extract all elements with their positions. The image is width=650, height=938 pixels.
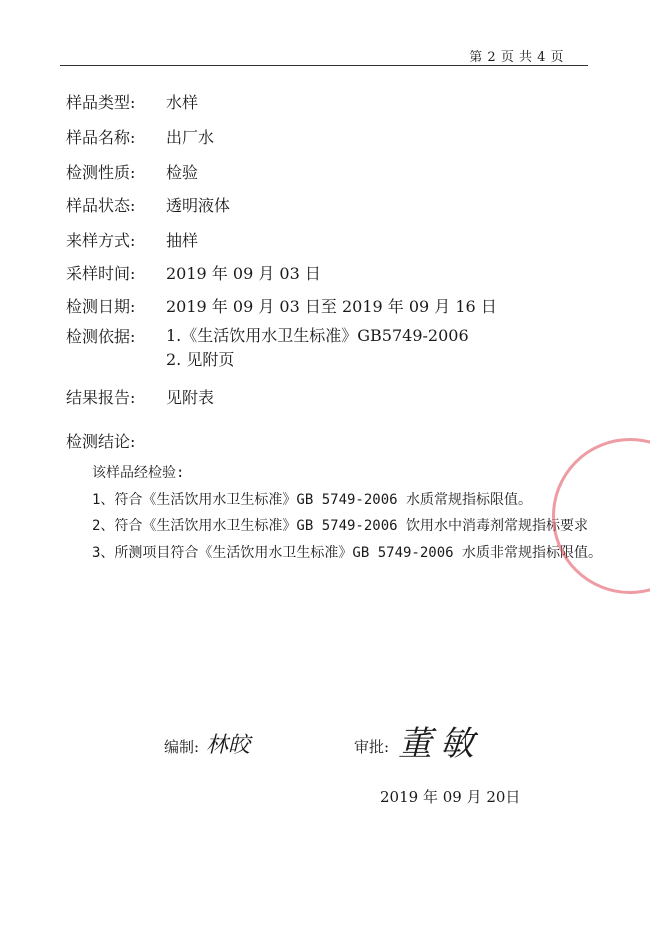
header-divider: [60, 65, 588, 66]
report-date: 2019 年 09 月 20日: [380, 788, 521, 806]
conclusion-body: [64, 460, 604, 566]
page-number-header: 第 2 页 共 4 页: [469, 50, 564, 65]
field-value: 水样: [166, 93, 199, 112]
field-label: 检测日期:: [66, 297, 136, 316]
field-value: 检验: [166, 163, 199, 182]
field-sampling-method: [66, 228, 198, 251]
field-label: 样品类型:: [66, 93, 136, 112]
field-sample-name: [66, 125, 214, 148]
basis-item: 2. 见附页: [166, 350, 235, 369]
field-label: 检测依据:: [66, 327, 136, 346]
field-sample-state: [66, 193, 230, 216]
field-test-nature: [66, 160, 198, 183]
field-label: 样品状态:: [66, 196, 136, 215]
field-test-basis: [66, 324, 469, 372]
field-label: 采样时间:: [66, 264, 136, 283]
field-value: 透明液体: [166, 196, 231, 215]
field-label: 样品名称:: [66, 128, 136, 147]
field-value: 抽样: [166, 231, 199, 250]
field-sampling-time: [66, 261, 321, 284]
editor-signature: 林皎: [206, 733, 251, 758]
field-label: 来样方式:: [66, 231, 136, 250]
conclusion-title: 检测结论:: [66, 432, 136, 451]
conclusion-item: 1、符合《生活饮用水卫生标准》GB 5749-2006 水质常规指标限值。: [92, 491, 533, 508]
field-value: 2019 年 09 月 03 日: [166, 264, 321, 283]
field-value: 出厂水: [166, 128, 215, 147]
conclusion-intro: 该样品经检验:: [92, 465, 185, 481]
field-sample-type: [66, 90, 198, 113]
field-label: 检测性质:: [66, 163, 136, 182]
field-value: 2019 年 09 月 03 日至 2019 年 09 月 16 日: [166, 297, 497, 316]
conclusion-item: 3、所测项目符合《生活饮用水卫生标准》GB 5749-2006 水质非常规指标限值。: [92, 544, 603, 561]
field-value: 见附表: [166, 388, 215, 407]
field-label: 结果报告:: [66, 388, 136, 407]
editor-label: 编制:: [164, 738, 200, 756]
field-result-report: [66, 385, 214, 408]
reviewer-signature: 董敏: [398, 724, 482, 764]
basis-item: 1.《生活饮用水卫生标准》GB5749-2006: [166, 326, 469, 345]
conclusion-item: 2、符合《生活饮用水卫生标准》GB 5749-2006 饮用水中消毒剂常规指标要求: [92, 518, 589, 534]
field-test-date: [66, 294, 497, 317]
reviewer-label: 审批:: [354, 738, 390, 756]
basis-list: [162, 324, 469, 372]
